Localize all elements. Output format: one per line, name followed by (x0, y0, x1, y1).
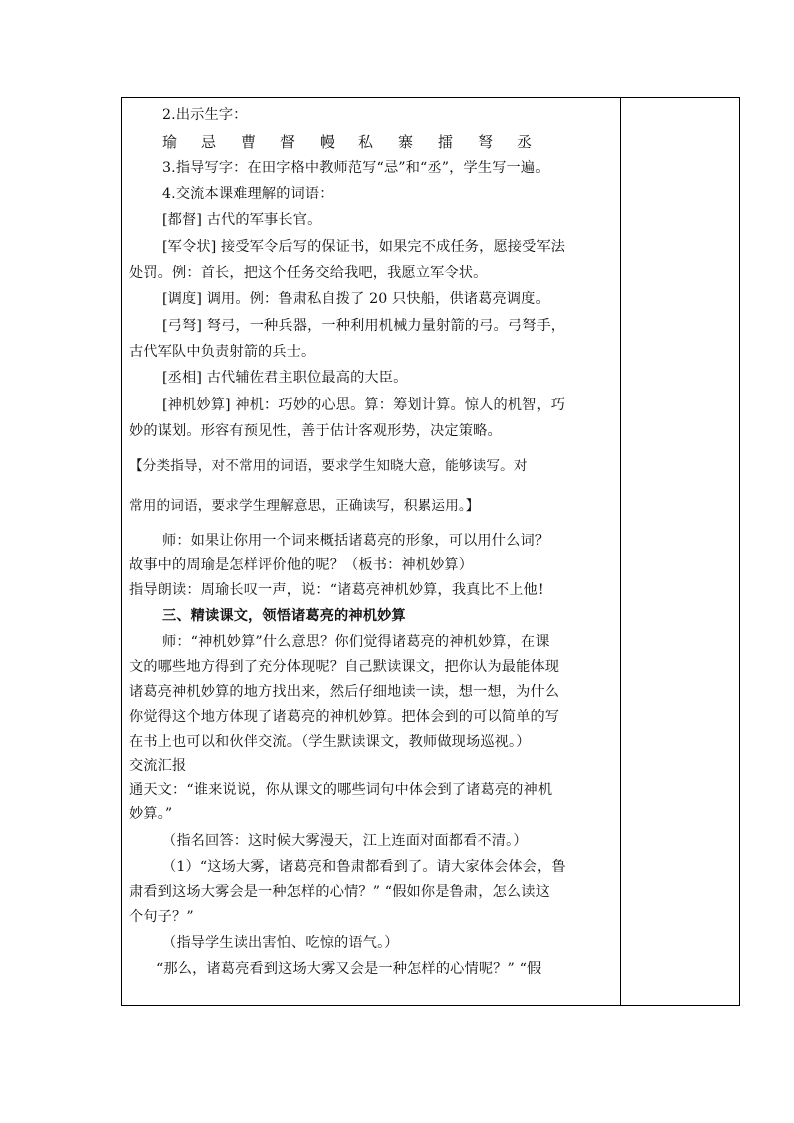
character: 丞 (517, 133, 533, 151)
paragraph-line: （指名回答：这时候大雾漫天，江上连面对面都看不清。） (162, 833, 528, 849)
paragraph-line: （指导学生读出害怕、吃惊的语气。） (162, 935, 399, 951)
paragraph-line: 处罚。例：首长，把这个任务交给我吧，我愿立军令状。 (129, 265, 488, 281)
teaching-note-line: 【分类指导，对不常用的词语，要求学生知晓大意，能够读写。对 (129, 458, 528, 474)
paragraph-line: 妙的谋划。形容有预见性，善于估计客观形势，决定策略。 (129, 423, 502, 439)
teaching-note-line: 常用的词语，要求学生理解意思，正确读写，积累运用。】 (129, 498, 480, 514)
paragraph-line: 师：如果让你用一个词来概括诸葛亮的形象，可以用什么词？ (162, 533, 550, 549)
paragraph-line: 交流汇报 (129, 758, 187, 774)
paragraph-line: [神机妙算] 神机：巧妙的心思。算：筹划计算。惊人的机智，巧 (162, 397, 566, 413)
paragraph-line: [都督] 古代的军事长官。 (162, 212, 322, 228)
paragraph-line: 通天文：“谁来说说，你从课文的哪些词句中体会到了诸葛亮的神机 (129, 782, 553, 798)
paragraph-line: 妙算。” (129, 806, 173, 822)
paragraph-line: 诸葛亮神机妙算的地方找出来，然后仔细地读一读，想一想，为什么 (129, 684, 560, 700)
paragraph-line: 肃看到这场大雾会是一种怎样的心情？” “假如你是鲁肃，怎么读这 (129, 884, 550, 900)
paragraph-line: 你觉得这个地方体现了诸葛亮的神机妙算。把体会到的可以简单的写 (129, 709, 560, 725)
paragraph-line: 3.指导写字：在田字格中教师范写“忌”和“丞”，学生写一遍。 (162, 160, 550, 176)
paragraph-line: （1）“这场大雾，诸葛亮和鲁肃都看到了。请大家体会体会，鲁 (162, 859, 566, 875)
paragraph-line: [调度] 调用。例：鲁肃私自拨了 20 只快船，供诸葛亮调度。 (162, 291, 550, 307)
paragraph-line: [弓弩] 弩弓，一种兵器，一种利用机械力量射箭的弓。弓弩手， (162, 318, 566, 334)
paragraph-line: 文的哪些地方得到了充分体现呢？自己默读课文，把你认为最能体现 (129, 659, 560, 675)
section-heading-close-reading: 三、精读课文，领悟诸葛亮的神机妙算 (162, 608, 406, 624)
character: 擂 (438, 133, 454, 151)
character: 督 (280, 133, 296, 151)
column-divider (620, 98, 621, 1005)
character: 寨 (398, 133, 414, 151)
character: 忌 (201, 133, 217, 151)
character: 曹 (241, 133, 257, 151)
character: 私 (358, 133, 374, 151)
character: 幔 (320, 133, 336, 151)
paragraph-line: 故事中的周瑜是怎样评价他的呢？（板书：神机妙算） (129, 557, 474, 573)
character: 瑜 (162, 133, 178, 151)
character: 弩 (478, 133, 494, 151)
paragraph-line: 4.交流本课难理解的词语： (162, 186, 334, 202)
paragraph-line: [丞相] 古代辅佐君主职位最高的大臣。 (162, 370, 408, 386)
lesson-table (121, 97, 740, 1006)
paragraph-line: 古代军队中负责射箭的兵士。 (129, 344, 316, 360)
section-heading-characters: 2.出示生字： (162, 107, 248, 123)
content-cell (122, 98, 620, 1005)
paragraph-line: 个句子？” (129, 909, 194, 925)
paragraph-line: [军令状] 接受军令后写的保证书，如果完不成任务，愿接受军法 (162, 239, 566, 255)
paragraph-line: 在书上也可以和伙伴交流。（学生默读课文，教师做现场巡视。） (129, 734, 531, 750)
paragraph-line: 师：“神机妙算”什么意思？你们觉得诸葛亮的神机妙算，在课 (162, 634, 550, 650)
paragraph-line: “那么，诸葛亮看到这场大雾又会是一种怎样的心情呢？” “假 (156, 961, 542, 977)
paragraph-line: 指导朗读：周瑜长叹一声，说：“诸葛亮神机妙算，我真比不上他! (129, 582, 544, 598)
